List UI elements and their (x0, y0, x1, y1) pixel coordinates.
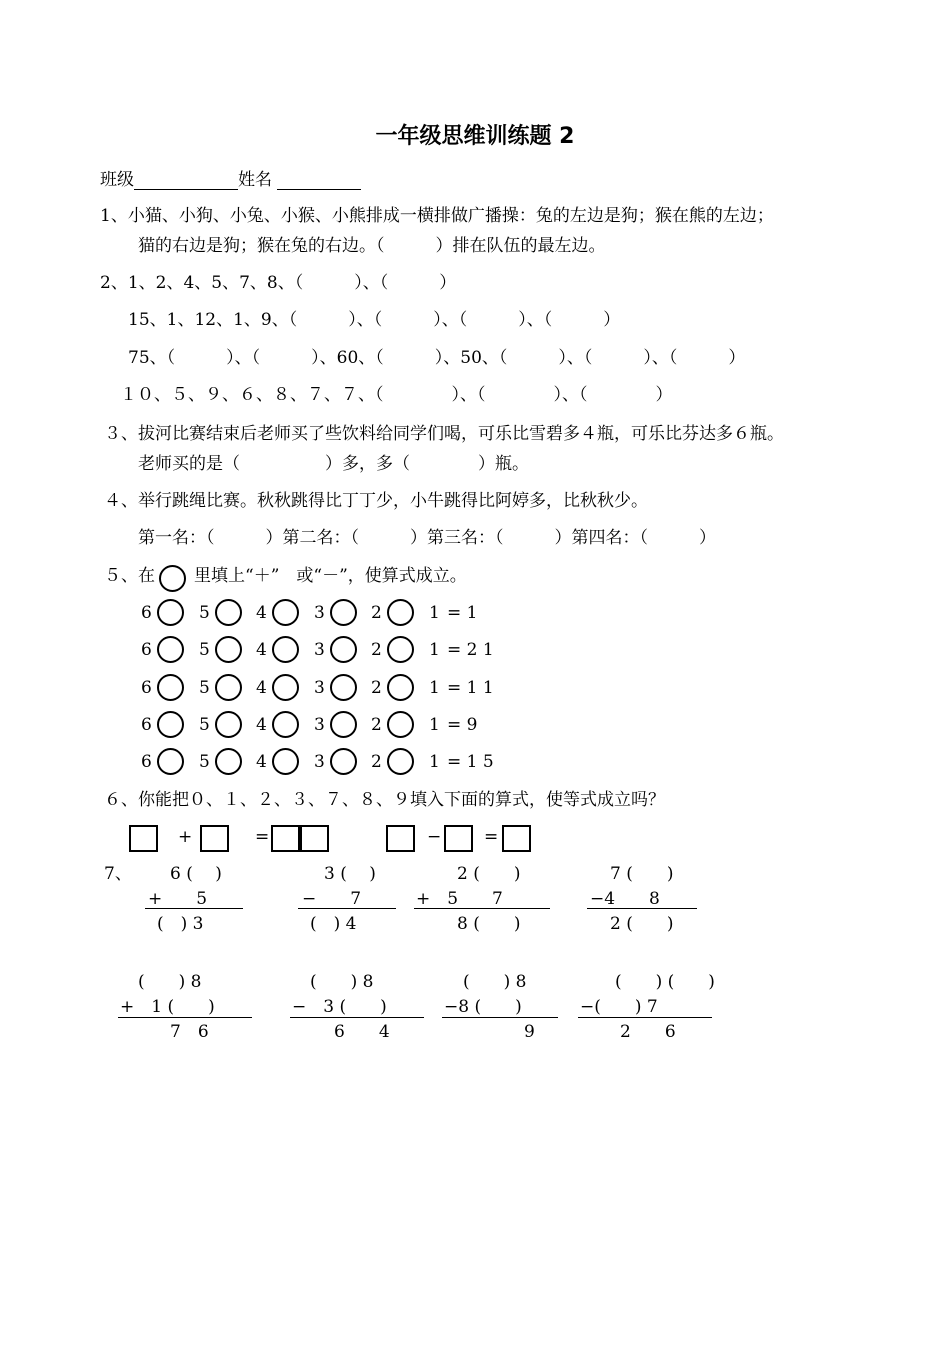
q5-number: 6 (141, 752, 152, 772)
q7-2-top: 3 ( ) (324, 864, 376, 884)
q7-5-mid: + 1 ( ) (120, 997, 215, 1017)
q7-3-mid: + 5 7 (416, 889, 503, 909)
q5-number: 3 (314, 752, 325, 772)
q5-number: 4 (256, 715, 267, 735)
q5-operator-circle[interactable] (157, 674, 184, 701)
q5-operator-circle[interactable] (157, 636, 184, 663)
q6-box-2[interactable] (200, 825, 229, 852)
q2-line1: 2、1、2、4、5、7、8、（ ）、（ ） (100, 273, 457, 293)
q5-operator-circle[interactable] (215, 711, 242, 738)
q6-plus: + (178, 827, 193, 847)
q7-7-rule (442, 1017, 558, 1018)
q7-7-bot: 9 (524, 1022, 535, 1042)
q5-result: = 1 1 (447, 678, 494, 698)
q7-5-rule (118, 1017, 252, 1018)
q5-operator-circle[interactable] (157, 748, 184, 775)
q5-number: 3 (314, 678, 325, 698)
q4-line2: 第一名：（ ）第二名：（ ）第三名：（ ）第四名：（ ） (138, 528, 716, 548)
q7-2-mid: − 7 (302, 889, 362, 909)
q5-result: = 9 (447, 715, 478, 735)
page-title: 一年级思维训练题 2 (375, 124, 575, 149)
q5-number: 1 (429, 715, 440, 735)
q5-number: 2 (371, 678, 382, 698)
q7-6-mid: − 3 ( ) (292, 997, 387, 1017)
q5-number: 1 (429, 640, 440, 660)
q7-4-bot: 2 ( ) (610, 914, 674, 934)
q5-number: 6 (141, 603, 152, 623)
q5-number: 4 (256, 640, 267, 660)
q7-7-mid: −8 ( ) (444, 997, 522, 1017)
q6-text: ６、你能把０、１、２、３、７、８、９填入下面的算式，使等式成立吗？ (104, 790, 665, 810)
q5-operator-circle[interactable] (272, 711, 299, 738)
class-label: 班级 (100, 170, 134, 190)
q5-number: 4 (256, 678, 267, 698)
name-label: 姓名 (238, 170, 272, 190)
q7-8-rule (578, 1017, 712, 1018)
q4-line1: ４、举行跳绳比赛。秋秋跳得比丁丁少，小牛跳得比阿婷多，比秋秋少。 (104, 491, 648, 511)
q5-operator-circle[interactable] (330, 674, 357, 701)
q5-operator-circle[interactable] (387, 748, 414, 775)
q7-5-bot: 7 6 (170, 1022, 209, 1042)
q1-line2: 猫的右边是狗；猴在兔的右边。（ ）排在队伍的最左边。 (138, 236, 606, 256)
q7-8-top: ( ) ( ) (615, 972, 715, 992)
q6-box-5[interactable] (386, 825, 415, 852)
q7-4-rule (587, 908, 697, 909)
q7-1-mid: + 5 (148, 889, 208, 909)
q5-operator-circle[interactable] (215, 636, 242, 663)
q5-operator-circle[interactable] (330, 599, 357, 626)
q7-3-top: 2 ( ) (457, 864, 521, 884)
q5-number: 2 (371, 715, 382, 735)
q5-number: 3 (314, 603, 325, 623)
q7-8-mid: −( ) 7 (580, 997, 658, 1017)
q5-number: 5 (199, 603, 210, 623)
q5-number: 3 (314, 715, 325, 735)
q5-number: 2 (371, 640, 382, 660)
class-blank[interactable] (134, 171, 238, 190)
q6-box-4[interactable] (300, 825, 329, 852)
q7-2-rule (298, 908, 396, 909)
q7-1-bot: ( ) 3 (157, 914, 204, 934)
q7-1-rule (145, 908, 243, 909)
q5-operator-circle[interactable] (272, 748, 299, 775)
q7-6-rule (290, 1017, 424, 1018)
q7-label: 7、 (104, 864, 132, 884)
q5-operator-circle[interactable] (330, 748, 357, 775)
q5-number: 5 (199, 752, 210, 772)
q7-3-bot: 8 ( ) (457, 914, 521, 934)
q5-operator-circle[interactable] (157, 711, 184, 738)
q5-operator-circle[interactable] (272, 674, 299, 701)
q5-number: 3 (314, 640, 325, 660)
q5-operator-circle[interactable] (330, 711, 357, 738)
q5-example-circle (159, 565, 186, 592)
q2-line3: 75、（ ）、（ ）、60、（ ）、50、（ ）、（ ）、（ ） (128, 348, 746, 368)
q5-operator-circle[interactable] (387, 711, 414, 738)
q5-operator-circle[interactable] (157, 599, 184, 626)
q5-operator-circle[interactable] (215, 748, 242, 775)
q2-line2: 15、1、12、1、9、（ ）、（ ）、（ ）、（ ） (128, 310, 621, 330)
q6-box-6[interactable] (444, 825, 473, 852)
q5-number: 6 (141, 640, 152, 660)
q7-5-top: ( ) 8 (138, 972, 202, 992)
q6-equals-1: = (255, 827, 270, 847)
q7-1-top: 6 ( ) (170, 864, 222, 884)
q5-operator-circle[interactable] (215, 599, 242, 626)
name-blank[interactable] (277, 171, 361, 190)
q5-number: 1 (429, 752, 440, 772)
q5-number: 2 (371, 752, 382, 772)
q5-number: 4 (256, 752, 267, 772)
q1-line1: 1、小猫、小狗、小兔、小猴、小熊排成一横排做广播操：兔的左边是狗；猴在熊的左边； (100, 206, 774, 226)
q5-result: = 2 1 (447, 640, 494, 660)
q5-number: 5 (199, 715, 210, 735)
q5-number: 6 (141, 678, 152, 698)
q5-number: 1 (429, 678, 440, 698)
q5-intro-b: 里填上“＋” 或“－”，使算式成立。 (194, 566, 467, 586)
q5-number: 2 (371, 603, 382, 623)
q5-result: = 1 5 (447, 752, 494, 772)
q5-result: = 1 (447, 603, 478, 623)
q3-line1: ３、拔河比赛结束后老师买了些饮料给同学们喝，可乐比雪碧多４瓶，可乐比芬达多６瓶。 (104, 424, 784, 444)
q5-number: 1 (429, 603, 440, 623)
q6-box-7[interactable] (502, 825, 531, 852)
q5-operator-circle[interactable] (215, 674, 242, 701)
q5-operator-circle[interactable] (387, 599, 414, 626)
q5-operator-circle[interactable] (330, 636, 357, 663)
q5-number: 5 (199, 678, 210, 698)
q7-8-bot: 2 6 (620, 1022, 676, 1042)
q7-3-rule (414, 908, 550, 909)
q6-minus: − (427, 827, 442, 847)
q6-box-3[interactable] (271, 825, 300, 852)
q5-operator-circle[interactable] (272, 599, 299, 626)
q3-line2: 老师买的是（ ）多，多（ ）瓶。 (138, 454, 529, 474)
q5-number: 5 (199, 640, 210, 660)
q5-operator-circle[interactable] (387, 636, 414, 663)
q5-operator-circle[interactable] (387, 674, 414, 701)
q7-4-top: 7 ( ) (610, 864, 674, 884)
q5-operator-circle[interactable] (272, 636, 299, 663)
q7-4-mid: −4 8 (590, 889, 660, 909)
q5-number: 4 (256, 603, 267, 623)
q2-line4: １０、５、９、６、８、７、７、（ ）、（ ）、（ ） (120, 385, 673, 405)
q6-equals-2: = (484, 827, 499, 847)
q7-7-top: ( ) 8 (463, 972, 527, 992)
q7-6-bot: 6 4 (334, 1022, 390, 1042)
q5-number: 6 (141, 715, 152, 735)
q5-intro-a: ５、在 (104, 566, 155, 586)
q6-box-1[interactable] (129, 825, 158, 852)
q7-6-top: ( ) 8 (310, 972, 374, 992)
class-name-line (100, 170, 361, 190)
q7-2-bot: ( ) 4 (310, 914, 357, 934)
